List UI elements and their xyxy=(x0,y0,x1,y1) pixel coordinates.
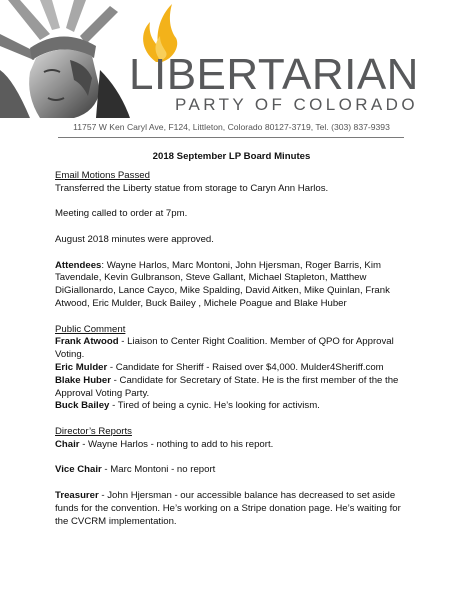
minutes-approved-text: August 2018 minutes were approved. xyxy=(55,233,214,245)
attendees-list: : Wayne Harlos, Marc Montoni, John Hjersman, Roger Barris, Kim Tavendale, Kevin Gulbranson, Steve Gallant, Michael Stapleton, Matthew DiGiallonardo, Lance Cayco, Mike Spalding, David Aitken, Mike Quinlan, Frank Atwood, Eric Mulder, Buck Bailey , Michele Poague and Blake Huber xyxy=(55,259,390,309)
report-vice-chair xyxy=(55,464,415,477)
report-role: Vice Chair xyxy=(55,464,102,476)
commenter-name: Blake Huber xyxy=(55,374,111,386)
email-motion-item: Transferred the Liberty statue from storage to Caryn Ann Harlos. xyxy=(55,182,329,194)
commenter-name: Frank Atwood xyxy=(55,336,119,348)
org-name: LIBERTARIAN xyxy=(129,50,419,99)
comment-text: - Liaison to Center Right Coalition. Member of QPO for Approval Voting. xyxy=(55,336,394,361)
called-to-order-text: Meeting called to order at 7pm. xyxy=(55,208,188,220)
attendees-label: Attendees xyxy=(55,259,102,271)
letterhead xyxy=(0,0,463,118)
comment-text: - Candidate for Secretary of State. He is the first member of the the Approval Voting Party. xyxy=(55,374,399,399)
section-heading-public-comment: Public Comment xyxy=(55,323,126,335)
report-role: Treasurer xyxy=(55,489,99,501)
statue-of-liberty-image xyxy=(0,0,130,118)
attendees-paragraph xyxy=(55,260,415,311)
public-comment-item xyxy=(55,336,415,362)
public-comment-item xyxy=(55,375,415,401)
report-text: - John Hjersman - our accessible balance has decreased to set aside funds for the convention. He’s working on a Stripe donation page. He’s waiting for the CVCRM implementation. xyxy=(55,489,401,527)
comment-text: - Tired of being a cynic. He’s looking for activism. xyxy=(109,400,320,412)
commenter-name: Buck Bailey xyxy=(55,400,110,412)
minutes-body xyxy=(55,170,415,541)
commenter-name: Eric Mulder xyxy=(55,361,108,373)
report-chair xyxy=(55,439,415,452)
header-divider xyxy=(58,137,404,138)
report-text: - Marc Montoni - no report xyxy=(101,464,216,476)
report-role: Chair xyxy=(55,438,80,450)
section-heading-email-motions: Email Motions Passed xyxy=(55,170,150,181)
public-comment-item xyxy=(55,362,415,375)
org-subtitle: PARTY OF COLORADO xyxy=(175,95,418,114)
comment-text: - Candidate for Sheriff - Raised over $4,000. Mulder4Sheriff.com xyxy=(107,361,384,373)
report-text: - Wayne Harlos - nothing to add to his report. xyxy=(79,438,274,450)
org-address: 11757 W Ken Caryl Ave, F124, Littleton, Colorado 80127-3719, Tel. (303) 837-9393 xyxy=(73,122,390,132)
document-title: 2018 September LP Board Minutes xyxy=(152,151,311,162)
section-heading-directors-reports: Director’s Reports xyxy=(55,425,132,437)
public-comment-item xyxy=(55,400,415,413)
report-treasurer xyxy=(55,490,415,528)
